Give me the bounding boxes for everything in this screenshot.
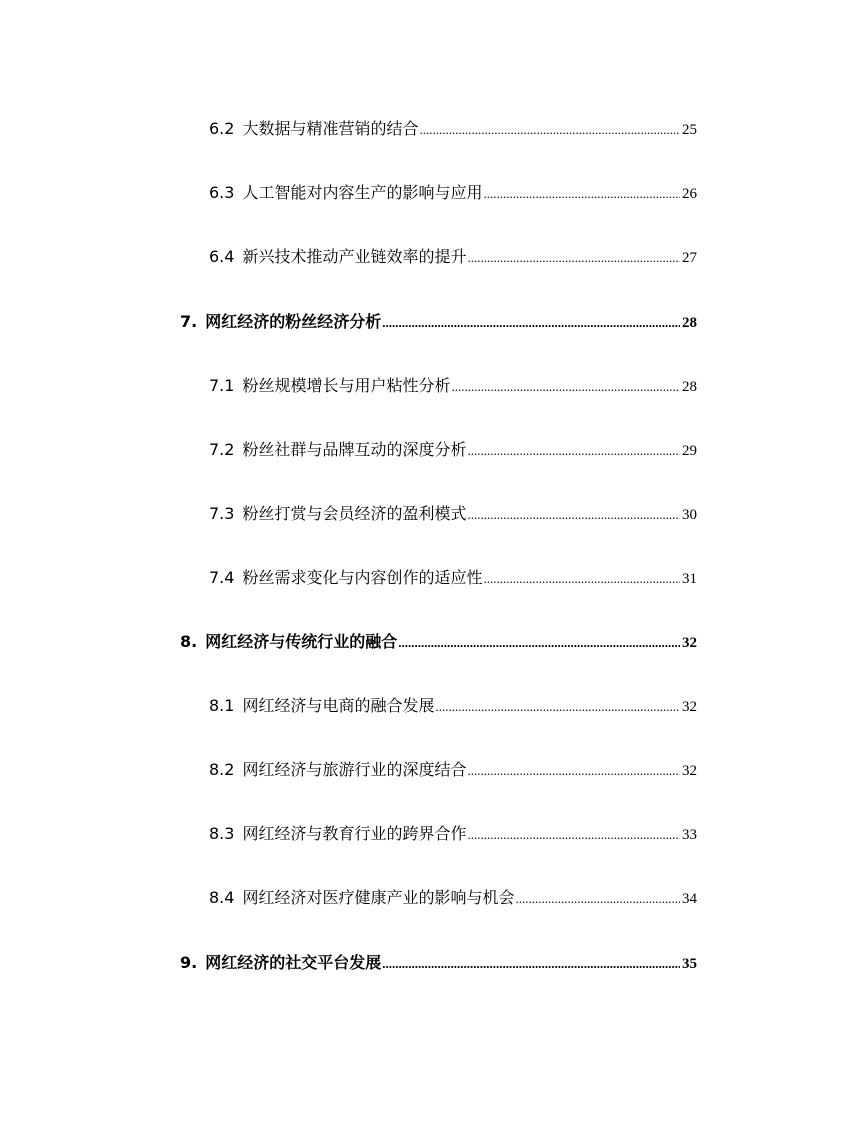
toc-entry-title: 网红经济的社交平台发展 <box>205 953 382 972</box>
toc-dot-leader <box>483 180 680 208</box>
toc-entry-title: 网红经济与电商的融合发展 <box>242 696 435 715</box>
toc-entry-8[interactable] <box>180 628 697 656</box>
toc-entry-8-4[interactable] <box>209 884 697 912</box>
toc-entry-title: 网红经济的粉丝经济分析 <box>205 312 382 331</box>
toc-entry-number: 8. <box>180 632 198 651</box>
toc-entry-title: 粉丝打赏与会员经济的盈利模式 <box>242 504 467 523</box>
toc-page-number: 30 <box>682 507 697 523</box>
toc-page-number: 27 <box>682 250 697 266</box>
toc-page-number: 29 <box>682 443 697 459</box>
toc-page-number: 35 <box>682 956 697 972</box>
toc-entry-number: 8.3 <box>209 824 235 843</box>
toc-dot-leader <box>467 501 680 529</box>
toc-page-number: 32 <box>682 699 697 715</box>
toc-entry-number: 8.1 <box>209 696 235 715</box>
toc-entry-title: 新兴技术推动产业链效率的提升 <box>242 247 467 266</box>
toc-entry-6-2[interactable] <box>209 115 697 143</box>
toc-dot-leader <box>398 629 680 657</box>
toc-dot-leader <box>467 757 680 785</box>
toc-entry-title: 粉丝社群与品牌互动的深度分析 <box>242 440 467 459</box>
toc-dot-leader <box>467 244 680 272</box>
toc-entry-number: 8.2 <box>209 760 235 779</box>
toc-entry-number: 7.1 <box>209 376 235 395</box>
toc-entry-title: 网红经济对医疗健康产业的影响与机会 <box>242 888 515 907</box>
toc-dot-leader <box>483 565 680 593</box>
toc-entry-title: 粉丝需求变化与内容创作的适应性 <box>242 568 483 587</box>
toc-dot-leader <box>435 693 680 721</box>
toc-entry-8-1[interactable] <box>209 692 697 720</box>
toc-dot-leader <box>515 885 680 913</box>
toc-page-number: 31 <box>682 571 697 587</box>
toc-entry-6-3[interactable] <box>209 179 697 207</box>
toc-entry-8-3[interactable] <box>209 820 697 848</box>
toc-entry-8-2[interactable] <box>209 756 697 784</box>
toc-entry-title: 网红经济与旅游行业的深度结合 <box>242 760 467 779</box>
toc-dot-leader <box>467 821 680 849</box>
toc-page-number: 34 <box>682 891 697 907</box>
toc-dot-leader <box>467 437 680 465</box>
toc-entry-6-4[interactable] <box>209 243 697 271</box>
toc-entry-9[interactable] <box>180 949 697 977</box>
toc-page-number: 28 <box>682 315 697 331</box>
toc-entry-number: 6.3 <box>209 183 235 202</box>
toc-entry-number: 9. <box>180 953 198 972</box>
toc-page-number: 25 <box>682 122 697 138</box>
toc-entry-7-4[interactable] <box>209 564 697 592</box>
toc-entry-number: 7.4 <box>209 568 235 587</box>
toc-page-number: 33 <box>682 827 697 843</box>
toc-entry-number: 7.3 <box>209 504 235 523</box>
toc-dot-leader <box>419 116 680 144</box>
toc-dot-leader <box>382 950 680 978</box>
toc-entry-number: 8.4 <box>209 888 235 907</box>
toc-entry-number: 6.2 <box>209 119 235 138</box>
toc-page-number: 32 <box>682 763 697 779</box>
toc-entry-number: 7.2 <box>209 440 235 459</box>
toc-entry-title: 大数据与精准营销的结合 <box>242 119 419 138</box>
toc-entry-title: 粉丝规模增长与用户粘性分析 <box>242 376 451 395</box>
toc-entry-7-2[interactable] <box>209 436 697 464</box>
toc-entry-number: 6.4 <box>209 247 235 266</box>
toc-dot-leader <box>382 309 680 337</box>
toc-entry-7-1[interactable] <box>209 372 697 400</box>
toc-dot-leader <box>451 373 680 401</box>
toc-entry-7[interactable] <box>180 308 697 336</box>
toc-page-number: 28 <box>682 379 697 395</box>
toc-entry-title: 网红经济与传统行业的融合 <box>205 632 398 651</box>
toc-entry-title: 网红经济与教育行业的跨界合作 <box>242 824 467 843</box>
toc-page-number: 32 <box>682 635 697 651</box>
toc-page-number: 26 <box>682 186 697 202</box>
toc-entry-7-3[interactable] <box>209 500 697 528</box>
toc-entry-number: 7. <box>180 312 198 331</box>
toc-entry-title: 人工智能对内容生产的影响与应用 <box>242 183 483 202</box>
